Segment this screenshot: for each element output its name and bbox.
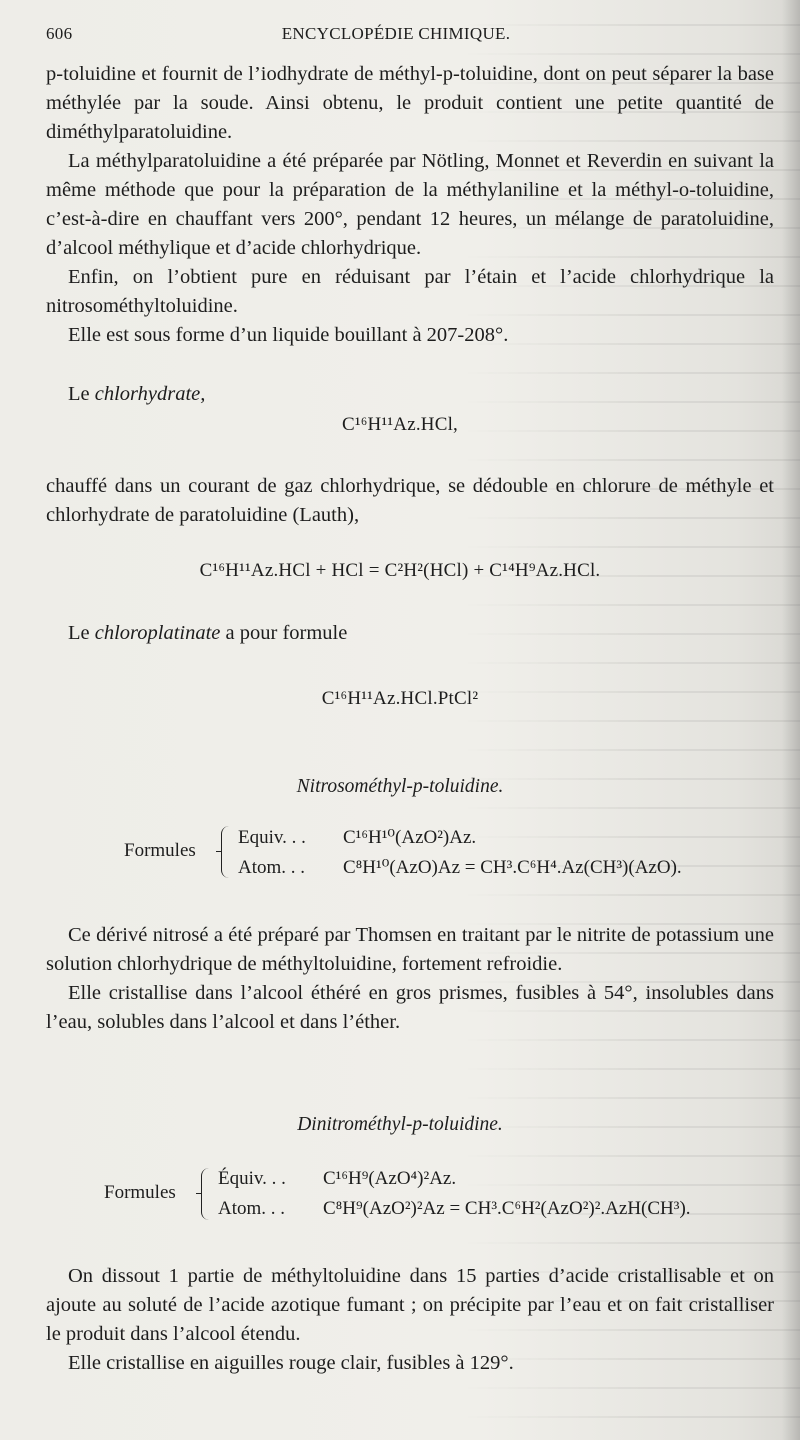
running-title: ENCYCLOPÉDIE CHIMIQUE. (281, 24, 511, 43)
formula-reaction: C¹⁶H¹¹Az.HCl + HCl = C²H²(HCl) + C¹⁴H⁹Az.HCl. (199, 560, 601, 581)
text-block-intro (46, 60, 774, 350)
formula-equiv: C¹⁶H⁹(AzO⁴)²Az. (323, 1168, 457, 1189)
paragraph-decomposition: chauffé dans un courant de gaz chlorhydrique, se dédouble en chlorure de méthyle et chlorhydrate de paratoluidine (Lauth), (46, 475, 774, 526)
formula-equiv: C¹⁶H¹⁰(AzO²)Az. (343, 827, 477, 848)
formula-row-atom (238, 856, 682, 879)
formula-row-equiv (218, 1168, 456, 1190)
paragraph-boiling-point: Elle est sous forme d’un liquide bouillant à 207-208°. (68, 324, 509, 346)
formula-kind-atom: Atom. . . (218, 1198, 286, 1219)
formula-row-equiv (238, 826, 476, 849)
paragraph-preparation: La méthylparatoluidine a été préparée par Nötling, Monnet et Reverdin en suivant la même méthode que pour la préparation de la méthylaniline et la méthyl-o-toluidine, c’est-à-dire en chauffant vers 200°, pendant 12 heures, un mélange de paratoluidine, d’alcool méthylique et d’acide chlorhydrique. (46, 150, 774, 259)
paragraph-dissolution: On dissout 1 partie de méthyltoluidine dans 15 parties d’acide cristallisable et on ajoute au soluté de l’acide azotique fumant ; on précipite par l’eau et on fait cristalliser le produit dans l’alcool étendu. (46, 1265, 774, 1345)
paragraph-thomsen: Ce dérivé nitrosé a été préparé par Thomsen en traitant par le nitrite de potassium une solution chlorhydrique de méthyltoluidine, fortement refroidie. (46, 924, 774, 975)
text-block-decomposition (46, 472, 774, 530)
chlorhydrate-term: chlorhydrate, (94, 383, 206, 405)
chlorhydrate-intro (46, 380, 774, 409)
formula-atom: C⁸H¹⁰(AzO)Az = CH³.C⁶H⁴.Az(CH³)(AzO). (343, 857, 682, 878)
formula-row-atom (218, 1198, 691, 1220)
paragraph-chlorhydrate-label: Le chlorhydrate, (68, 383, 206, 405)
chloroplatinate-term: chloroplatinate (94, 622, 221, 644)
formula-atom: C⁸H⁹(AzO²)²Az = CH³.C⁶H²(AzO²)².AzH(CH³). (323, 1198, 691, 1219)
paragraph-chloroplatinate: Le chloroplatinate a pour formule (68, 622, 348, 644)
formula-kind-equiv: Equiv. . . (238, 827, 306, 848)
formula-kind-atom: Atom. . . (238, 857, 306, 878)
brace-icon (221, 826, 230, 878)
text-block-dinitro (46, 1262, 774, 1378)
paragraph-needles: Elle cristallise en aiguilles rouge clair, fusibles à 129°. (68, 1352, 514, 1374)
paragraph-reduction: Enfin, on l’obtient pure en réduisant par l’étain et l’acide chlorhydrique la nitrosométhyltoluidine. (46, 266, 774, 317)
paragraph-crystallisation: Elle cristallise dans l’alcool éthéré en gros prismes, fusibles à 54°, insolubles dans l’eau, solubles dans l’alcool et dans l’éther. (46, 982, 774, 1033)
formulas-nitroso (124, 826, 744, 886)
brace-tip-icon (196, 1193, 202, 1194)
formules-label: Formules (104, 1182, 176, 1203)
chloroplatinate-intro (46, 619, 774, 648)
page-edge-shadow (782, 0, 800, 1440)
text-block-nitroso (46, 921, 774, 1037)
brace-tip-icon (216, 851, 222, 852)
heading-nitroso: Nitrosométhyl-p-toluidine. (296, 776, 504, 797)
brace-icon (201, 1168, 210, 1220)
page-number: 606 (46, 24, 73, 43)
page-header (46, 24, 746, 46)
heading-dinitro: Dinitrométhyl-p-toluidine. (297, 1114, 503, 1135)
formula-chloroplatinate: C¹⁶H¹¹Az.HCl.PtCl² (321, 688, 479, 709)
formulas-dinitro (104, 1168, 764, 1228)
paragraph-iodhydrate: p-toluidine et fournit de l’iodhydrate de méthyl-p-toluidine, dont on peut séparer la base méthylée par la soude. Ainsi obtenu, le produit contient une petite quantité de diméthylparatoluidine. (46, 63, 774, 143)
formules-label: Formules (124, 840, 196, 861)
formula-kind-equiv: Équiv. . . (218, 1168, 286, 1189)
formula-chlorhydrate: C¹⁶H¹¹Az.HCl, (341, 414, 459, 435)
